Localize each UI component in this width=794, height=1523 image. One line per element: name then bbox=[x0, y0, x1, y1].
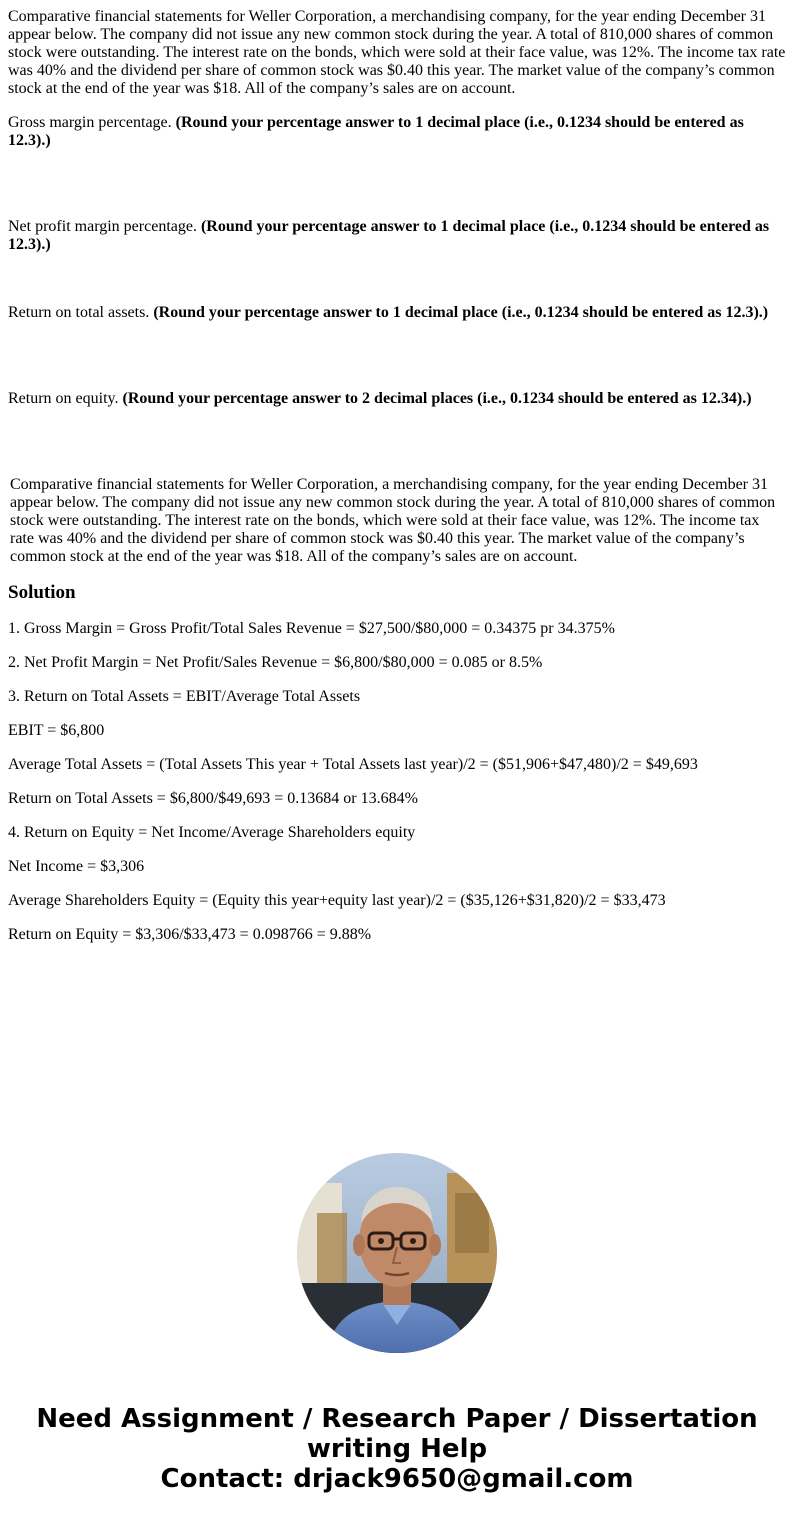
problem-intro-repeat: Comparative financial statements for Weller Corporation, a merchandising company, for the year ending December 31 appear below. The company did not issue any new common stock during the year. A total of 810,000 shares of common stock were outstanding. The interest rate on the bonds, which were sold at their face value, was 12%. The income tax rate was 40% and the dividend per share of common stock was $0.40 this year. The market value of the company’s common stock at the end of the year was $18. All of the company’s sales are on account. bbox=[10, 476, 776, 565]
question-label: Net profit margin percentage. bbox=[8, 218, 201, 235]
solution-line: Average Shareholders Equity = (Equity this year+equity last year)/2 = ($35,126+$31,820)/2 = $33,473 bbox=[8, 892, 666, 909]
question-instruction: (Round your percentage answer to 1 decimal place (i.e., 0.1234 should be entered as 12.3).) bbox=[8, 114, 744, 149]
question-label: Gross margin percentage. bbox=[8, 114, 176, 131]
banner-contact-email: Contact: drjack9650@gmail.com bbox=[160, 1464, 634, 1494]
solution-line: 4. Return on Equity = Net Income/Average Shareholders equity bbox=[8, 824, 416, 841]
question-return-on-equity bbox=[8, 390, 786, 408]
problem-intro: Comparative financial statements for Weller Corporation, a merchandising company, for the year ending December 31 appear below. The company did not issue any new common stock during the year. A total of 810,000 shares of common stock were outstanding. The interest rate on the bonds, which were sold at their face value, was 12%. The income tax rate was 40% and the dividend per share of common stock was $0.40 this year. The market value of the company’s common stock at the end of the year was $18. All of the company’s sales are on account. bbox=[8, 8, 786, 97]
solution-line: 1. Gross Margin = Gross Profit/Total Sales Revenue = $27,500/$80,000 = 0.34375 pr 34.375% bbox=[8, 620, 615, 637]
solution-line: EBIT = $6,800 bbox=[8, 722, 105, 739]
solution-line: Return on Equity = $3,306/$33,473 = 0.098766 = 9.88% bbox=[8, 926, 372, 943]
question-gross-margin bbox=[8, 114, 786, 150]
question-instruction: (Round your percentage answer to 2 decimal places (i.e., 0.1234 should be entered as 12.34).) bbox=[122, 390, 752, 407]
question-instruction: (Round your percentage answer to 1 decimal place (i.e., 0.1234 should be entered as 12.3).) bbox=[153, 304, 769, 321]
banner-line: Need Assignment / Research Paper / Dissertation bbox=[36, 1404, 758, 1434]
question-return-on-assets bbox=[8, 304, 786, 322]
solution-line: Average Total Assets = (Total Assets This year + Total Assets last year)/2 = ($51,906+$47,480)/2 = $49,693 bbox=[8, 756, 698, 773]
question-label: Return on total assets. bbox=[8, 304, 154, 321]
question-label: Return on equity. bbox=[8, 390, 123, 407]
question-net-profit-margin bbox=[8, 218, 786, 254]
solution-line: Net Income = $3,306 bbox=[8, 858, 145, 875]
banner-line: writing Help bbox=[306, 1434, 488, 1464]
solution-line: Return on Total Assets = $6,800/$49,693 = 0.13684 or 13.684% bbox=[8, 790, 418, 807]
avatar bbox=[297, 1153, 497, 1353]
contact-banner bbox=[0, 1404, 794, 1494]
solution-heading: Solution bbox=[8, 582, 76, 603]
solution-line: 2. Net Profit Margin = Net Profit/Sales Revenue = $6,800/$80,000 = 0.085 or 8.5% bbox=[8, 654, 543, 671]
question-instruction: (Round your percentage answer to 1 decimal place (i.e., 0.1234 should be entered as 12.3).) bbox=[8, 218, 770, 253]
avatar-portrait bbox=[297, 1153, 497, 1353]
solution-line: 3. Return on Total Assets = EBIT/Average Total Assets bbox=[8, 688, 361, 705]
